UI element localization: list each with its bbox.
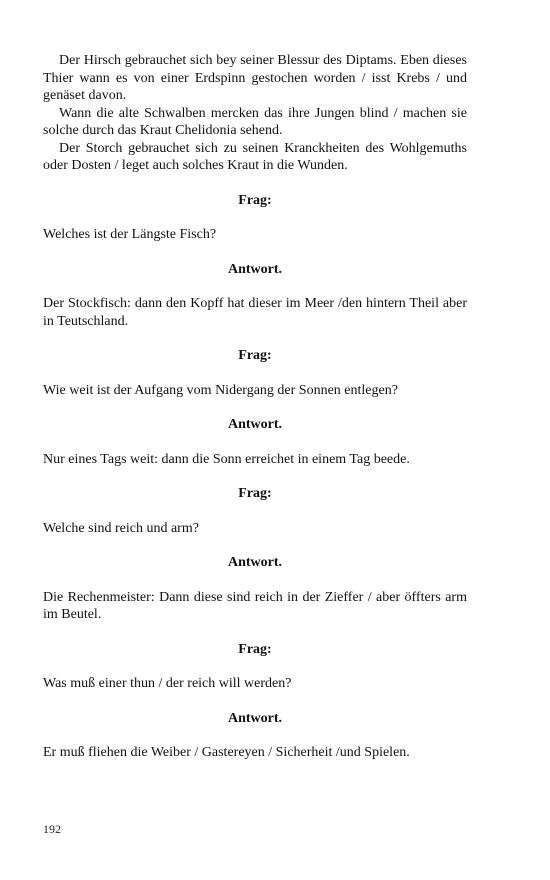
answer-heading-3: Antwort. bbox=[227, 555, 283, 570]
answer-text-1: Der Stockfisch: dann den Kopff hat dieser im Meer /den hintern Theil aber in Teutschland. bbox=[43, 296, 467, 329]
question-text-3: Welche sind reich und arm? bbox=[43, 520, 199, 536]
intro-paragraph-3: Der Storch gebrauchet sich zu seinen Kranckheiten des Wohlgemuths oder Dosten / leget auch solches Kraut in die Wunden. bbox=[43, 140, 467, 173]
answer-heading-4: Antwort. bbox=[227, 710, 283, 726]
question-text-2: Wie weit ist der Aufgang vom Nidergang der Sonnen entlegen? bbox=[43, 382, 398, 398]
intro-paragraph-1: Der Hirsch gebrauchet sich bey seiner Blessur des Diptams. Eben dieses Thier wann es von einer Erdspinn gestochen worden / isst Krebs / und genäset davon. bbox=[43, 53, 467, 103]
question-heading-2: Frag: bbox=[238, 348, 272, 363]
page-body bbox=[43, 52, 467, 762]
question-heading-1: Frag: bbox=[238, 192, 272, 208]
question-text-1: Welches ist der Längste Fisch? bbox=[43, 227, 217, 242]
answer-heading-2: Antwort. bbox=[227, 417, 283, 432]
question-text-4: Was muß einer thun / der reich will werden? bbox=[43, 676, 292, 691]
page-number: 192 bbox=[43, 822, 61, 836]
answer-heading-1: Antwort. bbox=[227, 261, 283, 277]
answer-text-2: Nur eines Tags weit: dann die Sonn erreichet in einem Tag beede. bbox=[43, 451, 410, 467]
answer-text-3: Die Rechenmeister: Dann diese sind reich in der Zieffer / aber öffters arm im Beutel. bbox=[43, 589, 467, 622]
answer-text-4: Er muß fliehen die Weiber / Gastereyen / Sicherheit /und Spielen. bbox=[43, 745, 410, 760]
question-heading-3: Frag: bbox=[238, 486, 272, 501]
intro-paragraph-2: Wann die alte Schwalben mercken das ihre Jungen blind / machen sie solche durch das Kraut Chelidonia sehend. bbox=[43, 105, 467, 138]
question-heading-4: Frag: bbox=[238, 641, 272, 657]
